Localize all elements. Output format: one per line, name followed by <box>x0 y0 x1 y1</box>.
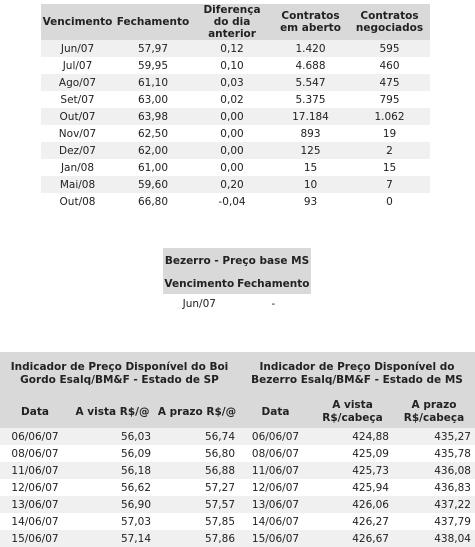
table-cell: 5.375 <box>272 91 349 108</box>
table-row <box>0 445 475 462</box>
table-cell: Dez/07 <box>41 142 114 159</box>
table-cell: 62,50 <box>114 125 192 142</box>
table-cell: 0,03 <box>192 74 272 91</box>
table-cell: 56,03 <box>70 428 155 445</box>
table-cell: Ago/07 <box>41 74 114 91</box>
table-row <box>0 479 475 496</box>
table-cell: 0,02 <box>192 91 272 108</box>
table-cell: 66,80 <box>114 193 192 210</box>
table-cell: 56,18 <box>70 462 155 479</box>
table-row <box>41 125 430 142</box>
table-cell: Jan/08 <box>41 159 114 176</box>
table-cell: Jul/07 <box>41 57 114 74</box>
table-cell: 56,80 <box>155 445 239 462</box>
table-cell: 61,10 <box>114 74 192 91</box>
table-cell: -0,04 <box>192 193 272 210</box>
table-cell: 13/06/07 <box>0 496 70 513</box>
indicator-group-bezerro: Indicador de Preço Disponível do Bezerro Esalq/BM&F - Estado de MS <box>239 352 475 396</box>
indicator-group-boi: Indicador de Preço Disponível do Boi Gordo Esalq/BM&F - Estado de SP <box>0 352 239 396</box>
table-cell: 0,10 <box>192 57 272 74</box>
table-cell: 2 <box>349 142 430 159</box>
table-cell: Nov/07 <box>41 125 114 142</box>
table-cell: 10 <box>272 176 349 193</box>
table-cell: 59,60 <box>114 176 192 193</box>
table-row <box>41 57 430 74</box>
table-cell: 61,00 <box>114 159 192 176</box>
table-cell: 437,22 <box>393 496 475 513</box>
table-cell: 57,27 <box>155 479 239 496</box>
header-avista-cabeca: A vista R$/cabeça <box>312 396 393 428</box>
table-cell: 57,03 <box>70 513 155 530</box>
table-cell: 08/06/07 <box>0 445 70 462</box>
table-cell: 57,14 <box>70 530 155 547</box>
table-cell: 56,90 <box>70 496 155 513</box>
table-cell: 0,00 <box>192 159 272 176</box>
table-row <box>41 74 430 91</box>
table-cell: 0 <box>349 193 430 210</box>
table-cell: 425,09 <box>312 445 393 462</box>
table-cell: 06/06/07 <box>239 428 312 445</box>
table-cell: 426,67 <box>312 530 393 547</box>
table-row <box>41 159 430 176</box>
table-cell: 57,86 <box>155 530 239 547</box>
table-cell: Out/07 <box>41 108 114 125</box>
table-cell: 56,09 <box>70 445 155 462</box>
table-cell: 475 <box>349 74 430 91</box>
header-data-right: Data <box>239 396 312 428</box>
table-cell: 425,94 <box>312 479 393 496</box>
table-cell: 424,88 <box>312 428 393 445</box>
table-cell: 57,85 <box>155 513 239 530</box>
table-cell: 0,12 <box>192 40 272 57</box>
table-cell: 15/06/07 <box>239 530 312 547</box>
table-cell: 1.420 <box>272 40 349 57</box>
table-cell: 426,27 <box>312 513 393 530</box>
table-cell: 13/06/07 <box>239 496 312 513</box>
table-cell: 56,62 <box>70 479 155 496</box>
table-cell: 11/06/07 <box>0 462 70 479</box>
table-cell: 435,78 <box>393 445 475 462</box>
table-row <box>41 193 430 210</box>
table-cell: 1.062 <box>349 108 430 125</box>
table-cell: 436,08 <box>393 462 475 479</box>
table-row <box>0 496 475 513</box>
header-contratos-negociados: Contratos negociados <box>349 4 430 40</box>
bezerro-header-fechamento: Fechamento <box>236 274 311 294</box>
bezerro-vencimento-cell: Jun/07 <box>163 294 236 314</box>
table-row <box>0 530 475 547</box>
table-cell: 0,00 <box>192 142 272 159</box>
table-cell: 08/06/07 <box>239 445 312 462</box>
header-data-left: Data <box>0 396 70 428</box>
table-cell: 63,98 <box>114 108 192 125</box>
table-cell: 893 <box>272 125 349 142</box>
table-row <box>0 462 475 479</box>
table-cell: 19 <box>349 125 430 142</box>
table-cell: 14/06/07 <box>239 513 312 530</box>
table-row <box>41 108 430 125</box>
table-cell: 460 <box>349 57 430 74</box>
table-cell: 62,00 <box>114 142 192 159</box>
table-cell: Mai/08 <box>41 176 114 193</box>
futures-table <box>41 4 430 210</box>
header-diferenca: Diferença do dia anterior <box>192 4 272 40</box>
header-avista-arroba: A vista R$/@ <box>70 396 155 428</box>
table-cell: Set/07 <box>41 91 114 108</box>
table-cell: 14/06/07 <box>0 513 70 530</box>
table-cell: 0,00 <box>192 108 272 125</box>
table-cell: 438,04 <box>393 530 475 547</box>
table-cell: 435,27 <box>393 428 475 445</box>
table-cell: 57,97 <box>114 40 192 57</box>
table-cell: 93 <box>272 193 349 210</box>
bezerro-header-vencimento: Vencimento <box>163 274 236 294</box>
table-cell: 426,06 <box>312 496 393 513</box>
table-row <box>41 142 430 159</box>
table-cell: 15 <box>272 159 349 176</box>
header-vencimento: Vencimento <box>41 4 114 40</box>
table-row <box>0 513 475 530</box>
table-cell: 12/06/07 <box>239 479 312 496</box>
table-cell: 5.547 <box>272 74 349 91</box>
bezerro-title: Bezerro - Preço base MS <box>163 248 311 274</box>
table-cell: 15/06/07 <box>0 530 70 547</box>
table-cell: 436,83 <box>393 479 475 496</box>
table-cell: 7 <box>349 176 430 193</box>
header-fechamento: Fechamento <box>114 4 192 40</box>
table-cell: 125 <box>272 142 349 159</box>
table-cell: 437,79 <box>393 513 475 530</box>
header-aprazo-arroba: A prazo R$/@ <box>155 396 239 428</box>
table-cell: 59,95 <box>114 57 192 74</box>
table-cell: 0,20 <box>192 176 272 193</box>
table-cell: Out/08 <box>41 193 114 210</box>
table-row <box>41 40 430 57</box>
table-cell: 595 <box>349 40 430 57</box>
table-cell: 0,00 <box>192 125 272 142</box>
futures-header-row <box>41 4 430 40</box>
table-cell: 56,74 <box>155 428 239 445</box>
bezerro-table <box>163 248 311 314</box>
table-cell: 17.184 <box>272 108 349 125</box>
table-cell: 15 <box>349 159 430 176</box>
indicator-table <box>0 352 475 547</box>
table-cell: 06/06/07 <box>0 428 70 445</box>
table-cell: 63,00 <box>114 91 192 108</box>
bezerro-fechamento-cell: - <box>236 294 311 314</box>
table-cell: 12/06/07 <box>0 479 70 496</box>
table-row <box>0 428 475 445</box>
table-row <box>41 91 430 108</box>
table-cell: 11/06/07 <box>239 462 312 479</box>
table-row <box>163 294 311 314</box>
header-aprazo-cabeca: A prazo R$/cabeça <box>393 396 475 428</box>
table-cell: 4.688 <box>272 57 349 74</box>
table-cell: 425,73 <box>312 462 393 479</box>
table-cell: 57,57 <box>155 496 239 513</box>
table-cell: 795 <box>349 91 430 108</box>
table-cell: 56,88 <box>155 462 239 479</box>
header-contratos-aberto: Contratos em aberto <box>272 4 349 40</box>
table-row <box>41 176 430 193</box>
table-cell: Jun/07 <box>41 40 114 57</box>
